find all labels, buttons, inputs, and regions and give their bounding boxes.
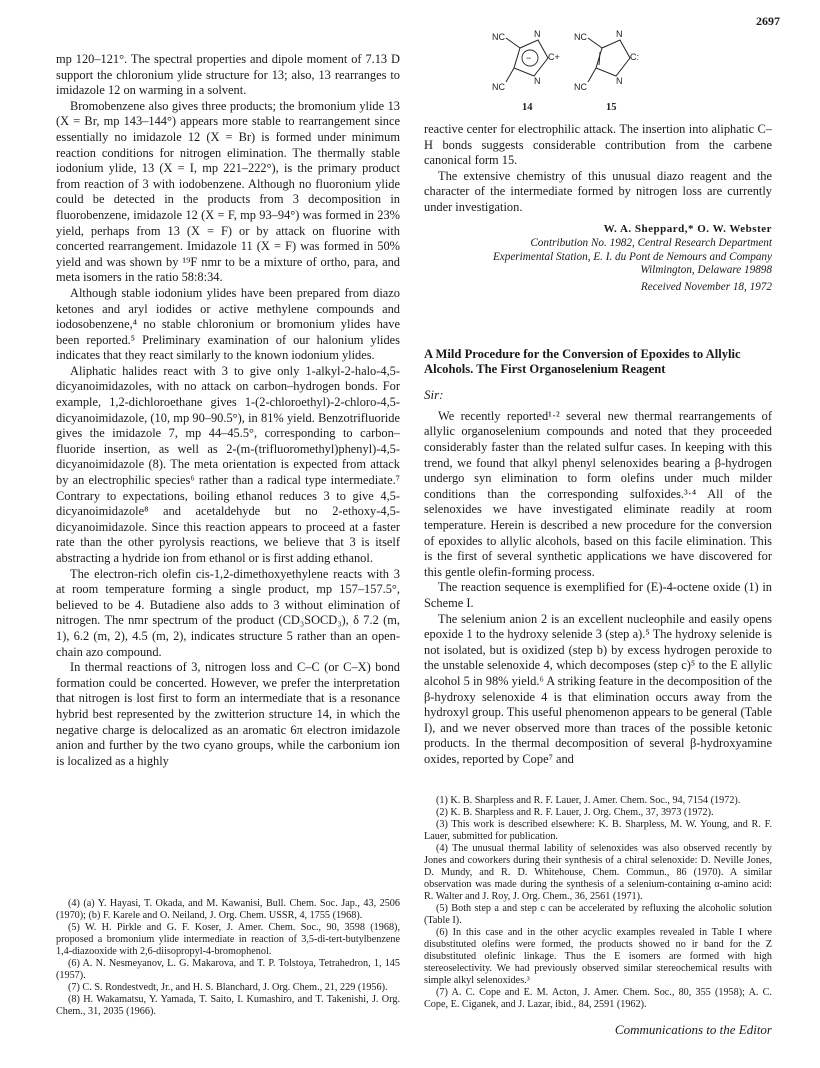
received-date: Received November 18, 1972 xyxy=(640,280,772,293)
affiliation-line-3: Wilmington, Delaware 19898 xyxy=(640,264,772,277)
structure-15 xyxy=(574,29,639,113)
footnote-r7: (7) A. C. Cope and E. M. Acton, J. Amer. Chem. Soc., 80, 355 (1958); A. C. Cope, E. Ciganek, and J. Lazar, ibid., 84, 2591 (1962). xyxy=(424,987,772,1010)
right-column xyxy=(424,122,772,768)
s15-number: 15 xyxy=(606,102,617,113)
s15-n-top: N xyxy=(616,29,623,39)
footnote-8: (8) H. Wakamatsu, Y. Yamada, T. Saito, I. Kumashiro, and T. Takenishi, J. Org. Chem., 31, 2035 (1966). xyxy=(56,994,400,1017)
structure-14 xyxy=(492,29,560,113)
footnote-6: (6) A. N. Nesmeyanov, L. G. Makarova, and T. P. Tolstoya, Tetrahedron, 1, 145 (1957). xyxy=(56,958,400,981)
affiliation-line-1: Contribution No. 1982, Central Research Department xyxy=(530,237,772,250)
s14-n-top: N xyxy=(534,29,541,39)
s14-nc-top: NC xyxy=(492,32,505,42)
footnote-7: (7) C. S. Rondestvedt, Jr., and H. S. Blanchard, J. Org. Chem., 21, 229 (1956). xyxy=(68,982,388,993)
left-footnotes xyxy=(56,898,400,1018)
section-footer: Communications to the Editor xyxy=(614,1022,772,1037)
s15-nc-bottom: NC xyxy=(574,82,587,92)
s14-n-bottom: N xyxy=(534,76,541,86)
right-footnotes xyxy=(424,795,772,1011)
left-paragraph-2: Bromobenzene also gives three products; the bromonium ylide 13 (X = Br, mp 143–144°) appears more stable to rearrangement since essentially no imidazole 12 (X = Br) is formed under minimum reaction conditions for nitrogen elimination. The thermally stable iodonium ylide, 13 (X = I, mp 221–222°), is the primary product from reaction of 3 with iodobenzene. Although no fluoronium ylide could be detected in the products from 3 decomposition in fluorobenzene, imidazole 12 (X = F, mp 93–94°) was formed in 23% yield, perhaps from 13 (X = F) or by attack on fluorine with concerted rearrangement. Imidazole 11 (X = F) was formed in 50% yield and was shown by ¹⁹F nmr to be a mixture of ortho, para, and meta isomers in the ratio 58:8:34. xyxy=(56,98,400,285)
article-title: A Mild Procedure for the Conversion of Epoxides to Allylic Alcohols. The First Organoselenium Reagent xyxy=(424,347,741,377)
left-paragraph-3: Although stable iodonium ylides have been prepared from diazo ketones and aryl iodides or active methylene compounds and iodosobenzene,⁴ no stable chloronium or bromonium ylides have been reported.⁵ Preliminary examination of our halonium ylides indicates that they react similarly to the known iodonium ylides. xyxy=(56,285,400,363)
page-number: 2697 xyxy=(756,14,780,28)
salutation: Sir: xyxy=(424,387,444,403)
right-paragraph-2: The extensive chemistry of this unusual diazo reagent and the character of the intermediate formed by nitrogen loss are currently under investigation. xyxy=(424,168,772,214)
right-body-paragraph-3: The selenium anion 2 is an excellent nucleophile and easily opens epoxide 1 to the hydroxy selenide 3 (step a).⁵ The hydroxy selenide is not isolated, but is oxidized (step b) by excess hydrogen peroxide to the unstable selenoxide 4, which decomposes (step c)⁵ to the E allylic alcohol 5 in 98% yield.⁶ A striking feature in the decomposition of the β-hydroxy selenoxide 4 is that elimination occurs away from the hydroxyl group. This useful phenomenon appears to be general (Table I), and we never observed more than traces of the possible ketonic products. In the thermal decomposition of several β-hydroxyamine oxides, reported by Cope⁷ and xyxy=(424,611,772,766)
affiliation-line-2: Experimental Station, E. I. du Pont de Nemours and Company xyxy=(492,250,772,263)
footnote-r6: (6) In this case and in the other acyclic examples revealed in Table I where disubstituted olefins were formed, the products showed no ir band for the Z disubstituted olefinic linkage. Thus the E isomers are formed with high stereoselectivity. We had previously observed similar stereochemical results with simple alkyl selenoxides.³ xyxy=(424,927,772,986)
footnote-r3: (3) This work is described elsewhere: K. B. Sharpless, M. W. Young, and R. F. Lauer, submitted for publication. xyxy=(424,819,772,842)
left-paragraph-1: mp 120–121°. The spectral properties and dipole moment of 7.13 D support the chloronium ylide structure for 13; also, 13 rearranges to imidazole 12 on warming in a solvent. xyxy=(56,52,400,98)
authors: W. A. Sheppard,* O. W. Webster xyxy=(603,222,772,235)
left-paragraph-5: The electron-rich olefin cis-1,2-dimethoxyethylene reacts with 3 at room temperature forming a single product, mp 157–157.5°, believed to be 4. Butadiene also adds to 3 without elimination of nitrogen. The nmr spectrum of the product (CD₃SOCD₃), δ 7.2 (m, 1), 6.2 (m, 2), 4.5 (m, 2), indicates structure 5 rather than an open-chain azo compound. xyxy=(56,566,400,659)
s15-nc-top: NC xyxy=(574,32,587,42)
footnote-r1: (1) K. B. Sharpless and R. F. Lauer, J. Amer. Chem. Soc., 94, 7154 (1972). xyxy=(436,795,741,806)
right-body-paragraph-1: We recently reported¹·² several new thermal rearrangements of allylic organoselenium compounds and noted that they proceeded considerably faster than the related sulfur cases. In keeping with this trend, we found that alkyl phenyl selenoxides bearing a β-hydrogen undergo syn elimination to form olefins under much milder conditions than the corresponding sulfoxides.³·⁴ All of the selenoxides we have investigated eliminate readily at room temperature. Herein is described a new procedure for the conversion of epoxides to allylic alcohols, based on this facile elimination. This is the first of several synthetic applications we have discovered for this gentle olefin-forming process. xyxy=(424,408,772,579)
footnote-r4: (4) The unusual thermal lability of selenoxides was also observed recently by Jones and coworkers during their synthesis of a chiral selenoxide: D. Neville Jones, D. Mundy, and R. D. Whitehouse, Chem. Commun., 86 (1970). A similar observation was made during the synthesis of a selenium-containing α-amino acid: R. Walter and J. Roy, J. Org. Chem., 36, 2561 (1971). xyxy=(424,843,772,902)
footnote-5: (5) W. H. Pirkle and G. F. Koser, J. Amer. Chem. Soc., 90, 3598 (1968), proposed a bromonium ylide intermediate in reaction of 3,5-di-tert-butylbenzene 1,4-diazooxide with 2,6-diisopropyl-4-bromophenol. xyxy=(56,922,400,957)
chemical-structures xyxy=(490,20,650,116)
footnote-4: (4) (a) Y. Hayasi, T. Okada, and M. Kawanisi, Bull. Chem. Soc. Jap., 43, 2506 (1970); (b) F. Karele and O. Neiland, J. Org. Chem. USSR, 4, 1755 (1968). xyxy=(56,898,400,921)
footnote-r2: (2) K. B. Sharpless and R. F. Lauer, J. Org. Chem., 37, 3973 (1972). xyxy=(436,807,714,818)
s15-c-colon: C: xyxy=(630,52,639,62)
s14-c-plus: C+ xyxy=(548,52,560,62)
s14-number: 14 xyxy=(522,102,533,113)
right-body-paragraph-2: The reaction sequence is exemplified for (E)-4-octene oxide (1) in Scheme I. xyxy=(424,580,772,610)
s14-nc-bottom: NC xyxy=(492,82,505,92)
right-paragraph-1: reactive center for electrophilic attack. The insertion into aliphatic C–H bonds suggests considerable contribution from the carbene canonical form 15. xyxy=(424,122,772,168)
svg-text:−: − xyxy=(526,53,532,63)
left-paragraph-4: Aliphatic halides react with 3 to give only 1-alkyl-2-halo-4,5-dicyanoimidazoles, with no attack on carbon–hydrogen bonds. For example, 1,2-dichloroethane gives 1-(2-chloroethyl)-2-chloro-4,5-dicyanoimidazole, (10, mp 90–90.5°), in 81% yield. Benzotrifluoride gives the imidazole 7, mp 44–45.5°, corresponding to carbon–fluoride insertion, as well as 2-(m-(trifluoromethyl)phenyl)-4,5-dicyanoimidazole (8). The meta orientation is expected from attack by an electrophilic species⁶ rather than a radical type intermediate.⁷ Contrary to expectations, boiling ethanol reduces 3 to give 4,5-dicyanoimidazole⁸ and acetaldehyde but no 2-ethoxy-4,5-dicyanoimidazole. Since this reaction appears to proceed at a faster rate than the other pyrolysis reactions, we believe that 3 is itself abstracting a hydride ion from ethanol or is first adding ethanol. xyxy=(56,363,400,565)
left-paragraph-6: In thermal reactions of 3, nitrogen loss and C–C (or C–X) bond formation could be concerted. However, we prefer the interpretation that nitrogen is lost first to form an intermediate that is a resonance hybrid best represented by the zwitterion structure 14, in which the negative charge is delocalized as an aromatic 6π electron imidazole anion and further by the two cyano groups, while the carbonium ion is localized as a highly xyxy=(56,660,400,768)
s15-n-bottom: N xyxy=(616,76,623,86)
left-column xyxy=(56,52,400,769)
footnote-r5: (5) Both step a and step c can be accelerated by refluxing the alcoholic solution (Table I). xyxy=(424,903,772,926)
